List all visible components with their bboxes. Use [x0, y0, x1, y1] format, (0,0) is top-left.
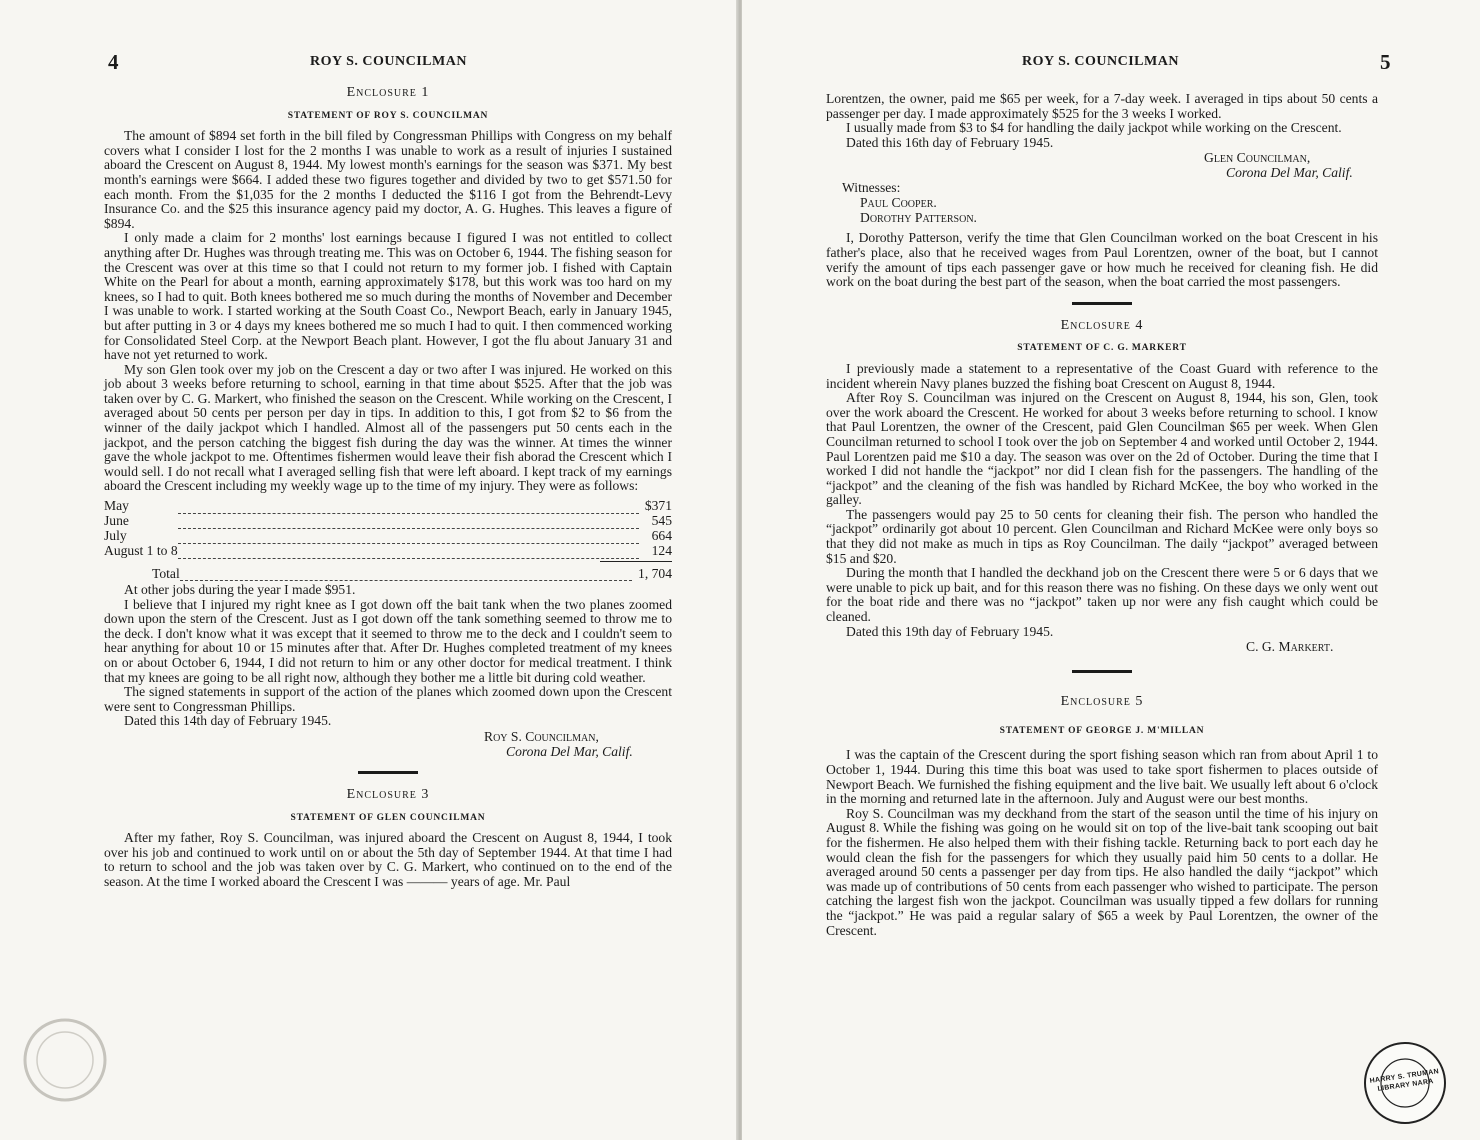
month-value: 545	[651, 513, 672, 529]
paragraph: Lorentzen, the owner, paid me $65 per week, for a 7-day week. I averaged in tips about 50 cents a passenger per day. I made approximately $525 for the 3 weeks I worked.	[826, 91, 1378, 121]
enclosure-4-subtitle: STATEMENT OF C. G. MARKERT	[1017, 343, 1187, 354]
table-row	[104, 566, 672, 581]
total-value: 1, 704	[638, 565, 672, 581]
total-rule	[600, 561, 672, 562]
paragraph: I usually made from $3 to $4 for handling the daily jackpot while working on the Crescent.	[846, 120, 1342, 136]
leader-dots	[178, 528, 639, 543]
signer-name: Roy S. Councilman,	[484, 728, 599, 744]
earnings-total	[104, 566, 672, 582]
dated-line: Dated this 14th day of February 1945.	[124, 713, 332, 729]
enclosure-5-subtitle: STATEMENT OF GEORGE J. M'MILLAN	[999, 725, 1205, 736]
paragraph: The signed statements in support of the action of the planes which zoomed down upon the Crescent were sent to Congressman Phillips.	[104, 684, 672, 714]
month-value: $371	[644, 498, 672, 514]
signer-name: Glen Councilman,	[1204, 150, 1311, 166]
right-page	[742, 0, 1480, 1140]
table-row	[104, 513, 672, 528]
leader-dots	[180, 566, 632, 581]
earnings-table	[104, 498, 672, 559]
dated-line: Dated this 16th day of February 1945.	[846, 134, 1054, 150]
running-header: ROY S. COUNCILMAN	[1022, 54, 1179, 69]
enclosure-3-subtitle: STATEMENT OF GLEN COUNCILMAN	[290, 812, 486, 823]
month-label: July	[104, 528, 127, 544]
signature-block	[826, 639, 1378, 654]
witness-name: Paul Cooper.	[860, 195, 937, 211]
month-label: June	[104, 513, 129, 529]
signature-block	[826, 150, 1378, 180]
month-label: May	[104, 498, 129, 514]
page-number: 5	[1380, 50, 1391, 74]
running-header: ROY S. COUNCILMAN	[310, 54, 467, 69]
leader-dots	[178, 498, 639, 513]
paragraph: I previously made a statement to a representative of the Coast Guard with reference to the incident wherein Navy planes buzzed the fishing boat Crescent on August 8, 1944.	[826, 360, 1378, 391]
table-row	[104, 543, 672, 558]
library-stamp-faded	[20, 1015, 110, 1105]
paragraph: During the month that I handled the deckhand job on the Crescent there were 5 or 6 days that we were unable to pick up bait, and for this reason there was no fishing. On these days we only went out for the boat ride and there was no “jackpot” taken up nor were any fish caught which could be cleaned.	[826, 565, 1378, 625]
stamp-text: HARRY S. TRUMAN LIBRARY NARA	[1369, 1068, 1440, 1093]
witness-block	[826, 180, 1378, 225]
enclosure-1-subtitle: STATEMENT OF ROY S. COUNCILMAN	[287, 110, 489, 121]
paragraph: After Roy S. Councilman was injured on the Crescent on August 8, 1944, his son, Glen, took over the work aboard the Crescent. He worked for about 3 weeks before returning to school. I know that Paul Lorentzen, the owner of the Crescent, paid Glen Councilman $65 per week. When Glen Councilman returned to school I took over the job on September 4 and worked until October 2, 1944. Paul Lorentzen paid me $10 a day. The season was over on the 2d of October. During the time that I worked I did not handle the “jackpot” nor did I clean fish for the passengers. The handling of the “jackpot” and the cleaning of the fish was handled by Richard McKee, the boy who worked in the galley.	[826, 390, 1378, 508]
enclosure-4-title: Enclosure 4	[1060, 317, 1144, 333]
leader-dots	[178, 543, 639, 558]
signer-place: Corona Del Mar, Calif.	[1226, 165, 1353, 181]
paragraph: I believe that I injured my right knee as I got down off the bait tank when the two planes zoomed down upon the stern of the Crescent. Just as I got down off the tank something seemed to throw me to the deck. I don't know what it was except that it seemed to throw me to the deck and I couldn't seem to hear anything for about 10 or 15 minutes after that. After Dr. Hughes completed treatment of my knees on or about October 6, 1944, I did not return to him or any other doctor for medical treatment. I think that my knees are going to be all right now, although they bother me a little bit during cold weather.	[104, 596, 672, 685]
table-row	[104, 498, 672, 513]
signer-name: C. G. Markert.	[1246, 639, 1334, 655]
section-rule	[1072, 302, 1132, 305]
truman-library-stamp	[1362, 1040, 1448, 1126]
left-page	[0, 0, 738, 1140]
leader-dots	[178, 513, 639, 528]
paragraph: The passengers would pay 25 to 50 cents for cleaning their fish. The person who handled the “jackpot” ordinarily got about 10 percent. Glen Councilman and Richard McKee were only boys so that they did not make as much in tips as Roy Councilman. The daily “jackpot” averaged between $15 and $20.	[826, 506, 1378, 566]
signer-place: Corona Del Mar, Calif.	[506, 743, 633, 759]
month-value: 664	[651, 528, 672, 544]
month-value: 124	[651, 543, 672, 559]
right-column	[826, 92, 1378, 938]
enclosure-1-title: Enclosure 1	[346, 85, 430, 100]
paragraph: After my father, Roy S. Councilman, was injured aboard the Crescent on August 8, 1944, I took over his job and continued to work until on or about the 5th day of September 1944. At that time I had to return to school and the job was taken over by C. G. Markert, who continued on to the end of the season. At the time I worked aboard the Crescent I was ——— years of age. Mr. Paul	[104, 830, 672, 889]
section-rule	[1072, 670, 1132, 673]
month-label: August 1 to 8	[104, 543, 178, 559]
dated-line: Dated this 19th day of February 1945.	[846, 623, 1054, 639]
paragraph: Roy S. Councilman was my deckhand from the start of the season until the time of his injury on August 8. While the fishing was going on he would sit on top of the live-bait tank scooping out bait for the fishermen. He also helped them with their fishing tackle. Returning back to port each day he would clean the fish for the passengers for which they usually paid him 50 cents to a dollar. He averaged around 50 cents a passenger per day from tips. He also handled the daily “jackpot” which was made up of contributions of 50 cents from each passenger who wished to participate. The person catching the largest fish won the jackpot. Councilman was usually tipped a few dollars for running the “jackpot.” He was paid a regular salary of $65 a week by Paul Lorentzen, the owner of the Crescent.	[826, 805, 1378, 938]
table-row	[104, 528, 672, 543]
enclosure-5-title: Enclosure 5	[1060, 694, 1144, 710]
enclosure-3-title: Enclosure 3	[346, 786, 430, 802]
signature-block	[104, 729, 672, 759]
section-rule	[358, 771, 418, 774]
paragraph: I was the captain of the Crescent during the sport fishing season which ran from about April 1 to October 1, 1944. During this time this boat was used to take sport fishermen to places outside of Newport Beach. We furnished the fishing equipment and the live bait. We usually left about 6 o'clock in the morning and returned late in the afternoon. July and August were our best months.	[826, 747, 1378, 807]
page-number: 4	[108, 50, 119, 74]
witnesses-label: Witnesses:	[842, 180, 901, 196]
witness-name: Dorothy Patterson.	[860, 210, 977, 226]
total-label: Total	[152, 565, 180, 581]
paragraph: At other jobs during the year I made $951.	[124, 582, 356, 598]
paragraph: I only made a claim for 2 months' lost earnings because I figured I was not entitled to collect anything after Dr. Hughes was through treating me. This was on October 6, 1944. The fishing season for the Crescent was over at this time so that I could not return to my former job. I fished with Captain White on the Pearl for about a month, earning approximately $178, but this work was too hard on my knees, so I had to quit. Both knees bothered me so much during the months of November and December I was unable to work. I started working at the South Coast Co., Newport Beach, early in January 1945, but after putting in 3 or 4 days my knees bothered me so much I had to quit. I then commenced working for Consolidated Steel Corp. at the Newport Beach plant. However, I got the flu about January 31 and have not yet returned to work.	[104, 230, 672, 363]
left-column	[104, 86, 672, 890]
paragraph: I, Dorothy Patterson, verify the time that Glen Councilman worked on the boat Crescent in his father's place, also that he received wages from Paul Lorentzen, owner of the boat, but I cannot verify the amount of tips each passenger gave or how much he received for cleaning fish. He did work on the boat during the best part of the season, when the boat carried the most passengers.	[826, 230, 1378, 290]
paragraph: My son Glen took over my job on the Crescent a day or two after I was injured. He worked on this job about 3 weeks before returning to school, earning in that time about $525. After that the job was taken over by C. G. Markert, who finished the season on the Crescent. While working on the Crescent, I averaged about 50 cents per person per day in tips. In addition to this, I got from $2 to $6 from the winner of the daily jackpot which I handled. Almost all of the passengers put 50 cents each in the jackpot, and the person catching the biggest fish during the day was the winner. At times the winner gave the whole jackpot to me. Oftentimes fishermen would leave their fish aborad the Crescent which I would sell. I do not recall what I averaged selling fish that were left aboard. I kept track of my earnings aboard the Crescent including my weekly wage up to the time of my injury. They were as follows:	[104, 361, 672, 494]
paragraph: The amount of $894 set forth in the bill filed by Congressman Phillips with Congress on my behalf covers what I consider I lost for the 2 months I was unable to work as a result of injuries I sustained aboard the Crescent on August 8, 1944. My lowest month's earnings for the season was $371. My best month's earnings were $664. I added these two figures together and divided by two to get $571.50 for each month. From the $1,035 for the 2 months I deducted the $116 I got from the Behrendt-Levy Insurance Co. and the $25 this insurance agency paid my doctor, A. G. Hughes. This leaves a figure of $894.	[104, 128, 672, 231]
